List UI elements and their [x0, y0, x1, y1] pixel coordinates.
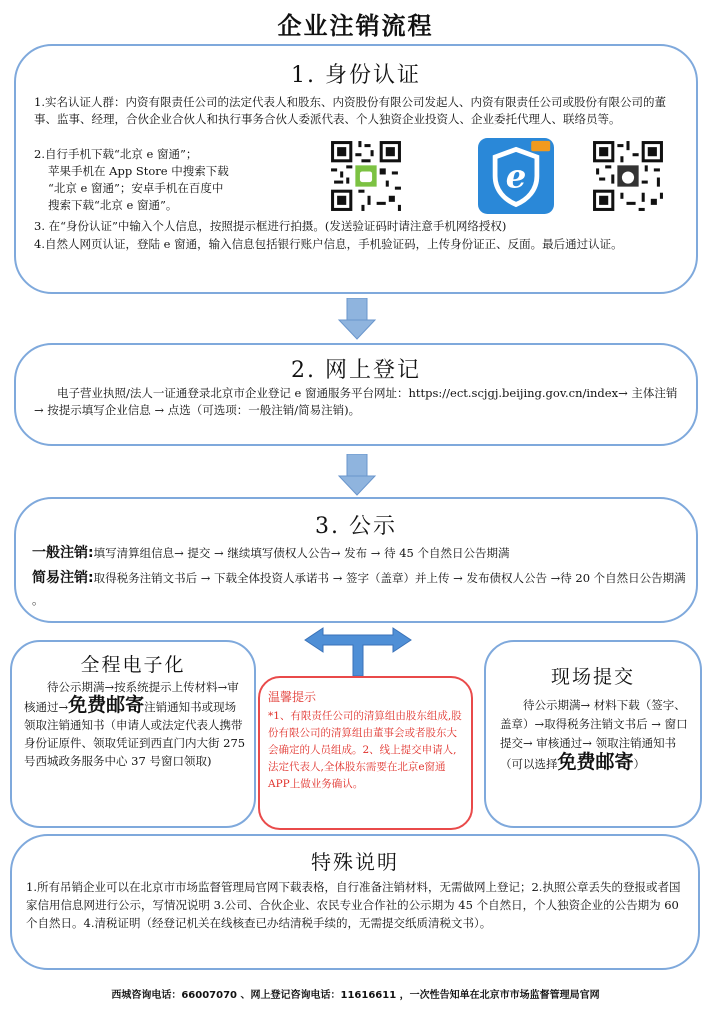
onsite-submit-text-a: 待公示期满→ 材料下载（签字、盖章）→取得税务注销文书后 → 窗口提交→ 审核通过→ 领取注销通知书（可以选择	[500, 698, 688, 771]
down-arrow-icon	[337, 298, 377, 340]
general-cancel-text: 填写清算组信息→ 提交 → 继续填写债权人公告→ 发布 → 待 45 个自然日公告期满	[93, 546, 510, 560]
onsite-submit-text-b: ）	[633, 757, 646, 771]
step2-text: 电子营业执照/法人一证通登录北京市企业登记 e 窗通服务平台网址：https://ect.scjgj.beijing.gov.cn/index→ 主体注销 → 按提示填写企业信息 → 点选（可选项：一般注销/简易注销)。	[34, 386, 678, 417]
onsite-submit-box	[484, 640, 702, 828]
special-notes-text: 1.所有吊销企业可以在北京市市场监督管理局官网下载表格，自行准备注销材料，无需做网上登记；2.执照公章丢失的登报或者国家信用信息网进行公示，写情况说明 3.公司、合伙企业、农民专业合作社的公示期为 45 个自然日，个人独资企业的公告期为 60 个自然日。4.清税证明（经登记机关在线核查已办结清税手续的，无需提交纸质清税文书）。	[26, 880, 681, 930]
simple-cancel-text: 取得税务注销文书后 → 下载全体投资人承诺书 → 签字（盖章）并上传 → 发布债权人公告 →待 20 个自然日公告期满 。	[32, 571, 686, 607]
step1-item1: 1.实名认证人群：内资有限责任公司的法定代表人和股东、内资股份有限公司发起人、内资有限责任公司或股份有限公司的董事、监事、经理，合伙企业合伙人和执行事务合伙人委派代表、个人独资企业投资人、企业委托代理人、联络员等。	[34, 95, 666, 126]
warm-tip-heading: 温馨提示	[268, 690, 317, 704]
general-cancel-label: 一般注销:	[32, 545, 94, 561]
step1-item2-line3: “北京 e 窗通”；安卓手机在百度中	[48, 181, 224, 195]
full-electronic-box	[10, 640, 256, 828]
step1-item2	[34, 146, 304, 214]
onsite-submit-heading: 现场提交	[550, 666, 635, 688]
full-electronic-text	[24, 678, 246, 770]
qr-code-ios-icon	[590, 138, 666, 214]
onsite-free-mail: 免费邮寄	[557, 751, 634, 773]
footer-contact: 西城咨询电话：66007070 、网上登记咨询电话：11616611 ，一次性告知单在北京市市场监督管理局官网	[111, 990, 600, 1001]
step1-item2-line1: 2.自行手机下载“北京 e 窗通”；	[34, 147, 198, 161]
step1-item4: 4.自然人网页认证，登陆 e 窗通，输入信息包括银行账户信息，手机验证码，上传身份证正、反面。最后通过认证。	[34, 237, 623, 251]
step1-box	[14, 44, 698, 294]
e-window-app-logo-icon	[478, 138, 554, 214]
step1-item2-line4: 搜索下载“北京 e 窗通”。	[48, 198, 178, 212]
warm-tip-box	[258, 676, 473, 830]
step3-simple	[32, 567, 687, 611]
qr-code-android-icon	[328, 138, 404, 214]
step1-item2-line2: 苹果手机在 App Store 中搜索下载	[48, 164, 229, 178]
step3-box	[14, 497, 698, 623]
special-notes-heading: 特殊说明	[311, 850, 399, 874]
special-notes-box	[10, 834, 700, 970]
step1-heading: 1. 身份认证	[291, 63, 421, 88]
full-electronic-text-a: 待公示期满→按系统提示上传材料→审核通过→	[24, 680, 239, 714]
svg-text:e: e	[505, 157, 527, 196]
step2-box	[14, 343, 698, 446]
full-electronic-text-b: 注销通知书或现场领取注销通知书（申请人或法定代表人携带身份证原件、领取凭证到西直门内大街 275 号西城政务服务中心 37 号窗口领取)	[24, 700, 246, 768]
step1-item3: 3. 在“身份认证”中输入个人信息，按照提示框进行拍摄。(发送验证码时请注意手机网络授权)	[34, 219, 507, 233]
warm-tip-text: *1、有限责任公司的清算组由股东组成,股份有限公司的清算组由董事会或者股东大会确定的人员组成。2、线上提交申请人,法定代表人,全体股东需要在北京e窗通APP上做业务确认。	[268, 710, 462, 790]
down-arrow-icon	[337, 454, 377, 496]
full-electronic-free-mail: 免费邮寄	[68, 694, 145, 716]
step2-heading: 2. 网上登记	[291, 358, 421, 383]
page-title: 企业注销流程	[277, 12, 434, 40]
onsite-submit-text	[500, 696, 694, 774]
double-arrow-icon	[303, 626, 413, 678]
simple-cancel-label: 简易注销:	[32, 570, 94, 586]
step3-heading: 3. 公示	[315, 514, 397, 539]
full-electronic-heading: 全程电子化	[80, 654, 186, 676]
step3-general	[32, 543, 687, 563]
